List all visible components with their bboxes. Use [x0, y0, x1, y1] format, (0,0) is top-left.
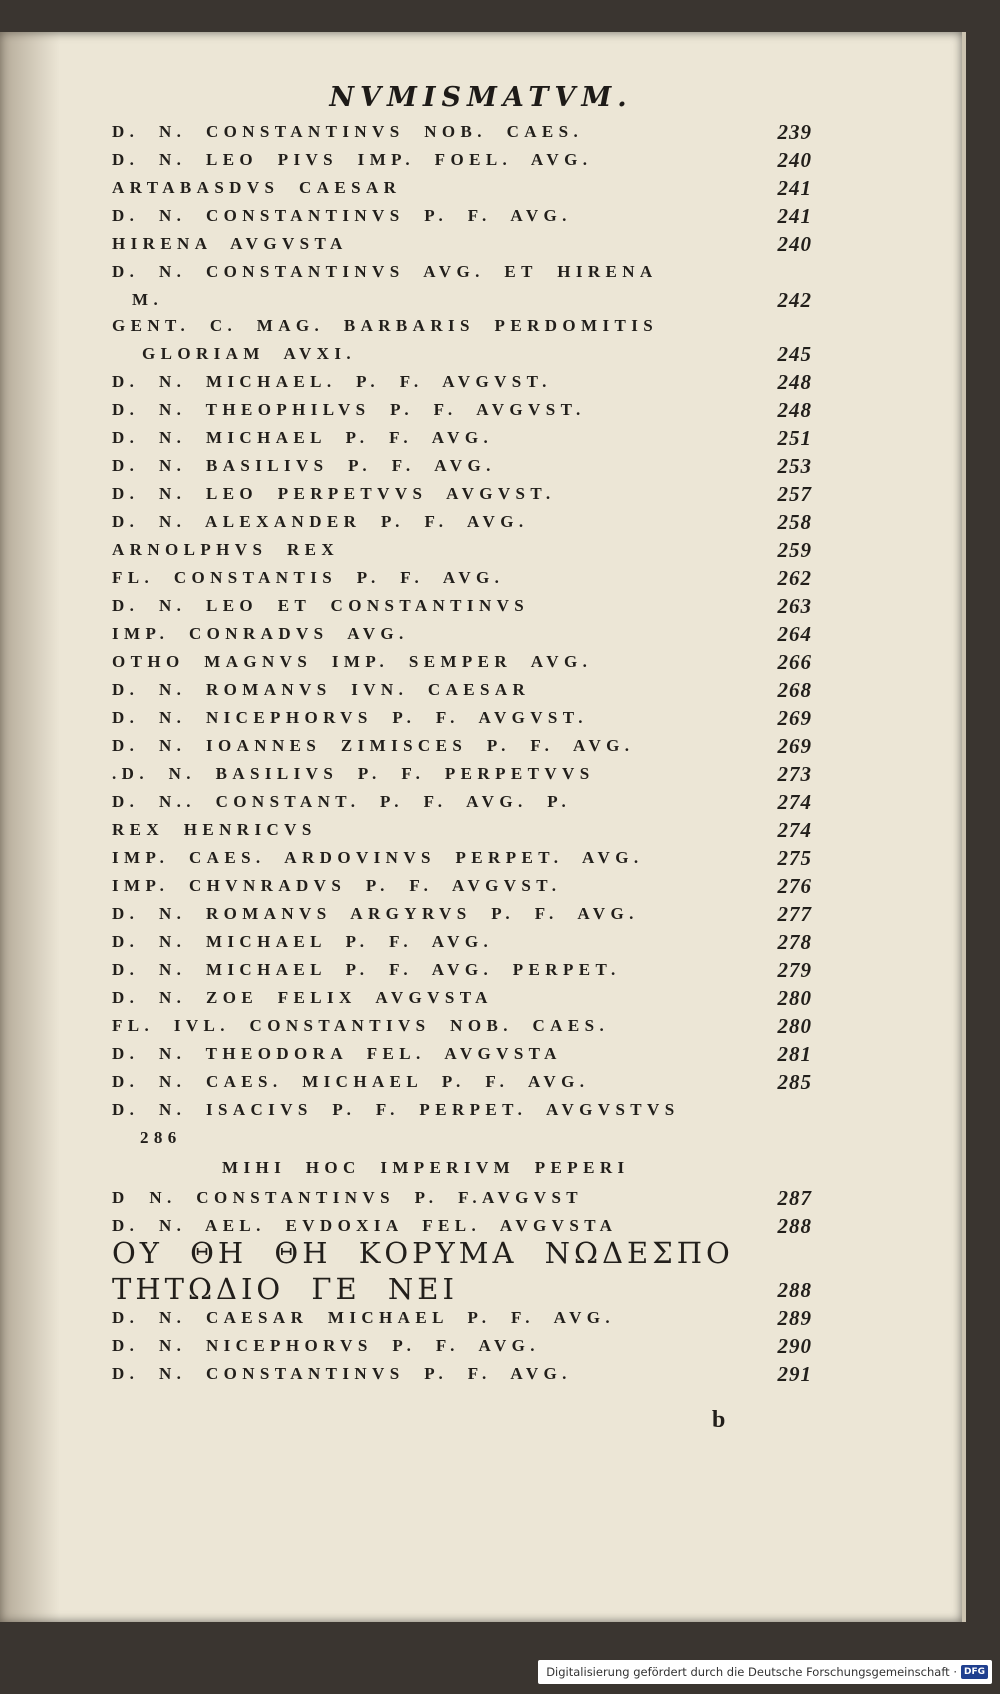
- entry-text: FL. IVL. CONSTANTIVS NOB. CAES.: [112, 1016, 610, 1035]
- index-entry: [112, 1014, 812, 1042]
- entry-page-number: 276: [777, 874, 812, 898]
- entry-text: D. N. NICEPHORVS P. F. AVG.: [112, 1336, 540, 1355]
- entry-page-number: 274: [777, 818, 812, 842]
- entry-text: D. N.. CONSTANT. P. F. AVG. P.: [112, 792, 572, 811]
- entry-page-number: 257: [777, 482, 812, 506]
- index-entry: [112, 958, 812, 986]
- index-entry: [112, 510, 812, 538]
- index-entry: [112, 1126, 812, 1154]
- index-entry: [112, 1042, 812, 1070]
- entry-page-number: 275: [777, 846, 812, 870]
- entry-text: D. N. MICHAEL P. F. AVG.: [112, 932, 494, 951]
- entry-text: D. N. LEO PIVS IMP. FOEL. AVG.: [112, 150, 593, 169]
- index-entry: [112, 622, 812, 650]
- entry-page-number: 269: [777, 706, 812, 730]
- index-entry: [112, 790, 812, 818]
- entry-text: 286: [140, 1128, 182, 1147]
- entry-text: ΤΗΤΩΔΙΟ ΓΕ ΝΕΙ: [112, 1272, 458, 1306]
- entry-text: HIRENA AVGVSTA: [112, 234, 348, 253]
- index-entry: [112, 1362, 812, 1390]
- entry-text: D. N. ROMANVS ARGYRVS P. F. AVG.: [112, 904, 639, 923]
- index-entry: [112, 818, 812, 846]
- entry-text: .D. N. BASILIVS P. F. PERPETVVS: [112, 764, 595, 783]
- index-entry: [112, 846, 812, 874]
- entry-page-number: 278: [777, 930, 812, 954]
- entry-text: D. N. MICHAEL P. F. AVG.: [112, 428, 494, 447]
- index-entry: [112, 204, 812, 232]
- entry-text: D. N. LEO PERPETVVS AVGVST.: [112, 484, 556, 503]
- entry-text: D. N. CAESAR MICHAEL P. F. AVG.: [112, 1308, 616, 1327]
- entry-text: D. N. ISACIVS P. F. PERPET. AVGVSTVS: [112, 1100, 680, 1119]
- index-entry: [112, 1156, 812, 1184]
- entry-page-number: 239: [777, 120, 812, 144]
- entry-page-number: 269: [777, 734, 812, 758]
- entry-page-number: 288: [777, 1278, 812, 1302]
- dfg-footer: [538, 1660, 992, 1684]
- entry-text: REX HENRICVS: [112, 820, 317, 839]
- entry-page-number: 288: [777, 1214, 812, 1238]
- entry-text: D. N. ALEXANDER P. F. AVG.: [112, 512, 529, 531]
- entry-text: D. N. MICHAEL. P. F. AVGVST.: [112, 372, 552, 391]
- entry-page-number: 245: [777, 342, 812, 366]
- index-entry: [112, 706, 812, 734]
- entry-text: D. N. ZOE FELIX AVGVSTA: [112, 988, 493, 1007]
- entry-text: GLORIAM AVXI.: [142, 344, 357, 363]
- index-entry: [112, 930, 812, 958]
- entry-text: IMP. CAES. ARDOVINVS PERPET. AVG.: [112, 848, 644, 867]
- entry-text: IMP. CHVNRADVS P. F. AVGVST.: [112, 876, 562, 895]
- entry-page-number: 240: [777, 232, 812, 256]
- index-entry: [112, 1306, 812, 1334]
- entry-text: D. N. ROMANVS IVN. CAESAR: [112, 680, 531, 699]
- footer-credit: Digitalisierung gefördert durch die Deutsche Forschungsgemeinschaft ·: [546, 1665, 957, 1679]
- index-entry: [112, 566, 812, 594]
- entry-text: D. N. CONSTANTINVS AVG. ET HIRENA: [112, 262, 658, 281]
- entry-page-number: 281: [777, 1042, 812, 1066]
- index-entry: [112, 260, 812, 288]
- entry-page-number: 277: [777, 902, 812, 926]
- entry-page-number: 242: [777, 288, 812, 312]
- entry-page-number: 241: [777, 204, 812, 228]
- entry-page-number: 266: [777, 650, 812, 674]
- index-entry: [112, 874, 812, 902]
- book-page: [0, 32, 966, 1622]
- entry-text: D N. CONSTANTINVS P. F.AVGVST: [112, 1188, 584, 1207]
- index-entry: [112, 120, 812, 148]
- index-entry: [112, 426, 812, 454]
- entry-page-number: 273: [777, 762, 812, 786]
- index-entry: [112, 1098, 812, 1126]
- index-entry: [112, 734, 812, 762]
- index-entry: [112, 288, 812, 316]
- index-entry: [112, 314, 812, 342]
- entry-text: D. N. LEO ET CONSTANTINVS: [112, 596, 530, 615]
- entry-page-number: 248: [777, 370, 812, 394]
- entry-page-number: 285: [777, 1070, 812, 1094]
- entry-page-number: 264: [777, 622, 812, 646]
- running-head: NVMISMATVM.: [329, 82, 633, 113]
- entry-page-number: 287: [777, 1186, 812, 1210]
- entry-page-number: 262: [777, 566, 812, 590]
- index-entry: [112, 232, 812, 260]
- entry-page-number: 280: [777, 986, 812, 1010]
- entry-page-number: 274: [777, 790, 812, 814]
- index-entry: [112, 398, 812, 426]
- index-entry: [112, 148, 812, 176]
- entry-page-number: 248: [777, 398, 812, 422]
- index-entry: [112, 594, 812, 622]
- index-entry: [112, 538, 812, 566]
- index-entry: [112, 986, 812, 1014]
- entry-page-number: 291: [777, 1362, 812, 1386]
- entry-page-number: 259: [777, 538, 812, 562]
- index-entry: [112, 1236, 812, 1270]
- index-entry: [112, 762, 812, 790]
- entry-text: D. N. NICEPHORVS P. F. AVGVST.: [112, 708, 588, 727]
- entry-page-number: 253: [777, 454, 812, 478]
- entry-text: M.: [132, 290, 164, 309]
- index-entry: [112, 902, 812, 930]
- entry-text: FL. CONSTANTIS P. F. AVG.: [112, 568, 505, 587]
- entry-page-number: 268: [777, 678, 812, 702]
- entry-text: GENT. C. MAG. BARBARIS PERDOMITIS: [112, 316, 659, 335]
- dfg-logo-icon: DFG: [961, 1665, 988, 1679]
- index-entry: [112, 482, 812, 510]
- index-entry: [112, 1334, 812, 1362]
- entry-text: MIHI HOC IMPERIVM PEPERI: [222, 1158, 630, 1177]
- signature-mark: b: [712, 1407, 726, 1433]
- entry-text: OTHO MAGNVS IMP. SEMPER AVG.: [112, 652, 593, 671]
- entry-page-number: 240: [777, 148, 812, 172]
- index-entry: [112, 176, 812, 204]
- index-entry: [112, 342, 812, 370]
- entry-page-number: 289: [777, 1306, 812, 1330]
- entry-page-number: 251: [777, 426, 812, 450]
- entry-text: D. N. CONSTANTINVS NOB. CAES.: [112, 122, 584, 141]
- index-entry: [112, 650, 812, 678]
- entry-text: ARNOLPHVS REX: [112, 540, 340, 559]
- entry-text: D. N. MICHAEL P. F. AVG. PERPET.: [112, 960, 621, 979]
- entry-page-number: 258: [777, 510, 812, 534]
- entry-page-number: 279: [777, 958, 812, 982]
- entry-text: D. N. THEOPHILVS P. F. AVGVST.: [112, 400, 586, 419]
- entry-text: D. N. IOANNES ZIMISCES P. F. AVG.: [112, 736, 635, 755]
- entry-text: D. N. CAES. MICHAEL P. F. AVG.: [112, 1072, 590, 1091]
- entry-text: D. N. AEL. EVDOXIA FEL. AVGVSTA: [112, 1216, 618, 1235]
- entry-page-number: 241: [777, 176, 812, 200]
- index-entry: [112, 1186, 812, 1214]
- index-entry: [112, 678, 812, 706]
- entry-text: ΟΥ ΘΗ ΘΗ ΚΟΡΥΜΑ ΝΩΔΕΣΠΟ: [112, 1236, 734, 1270]
- entry-text: D. N. CONSTANTINVS P. F. AVG.: [112, 1364, 572, 1383]
- entry-text: D. N. THEODORA FEL. AVGVSTA: [112, 1044, 562, 1063]
- entry-page-number: 280: [777, 1014, 812, 1038]
- index-entry: [112, 1272, 812, 1306]
- entry-page-number: 263: [777, 594, 812, 618]
- entry-text: ARTABASDVS CAESAR: [112, 178, 402, 197]
- entry-text: IMP. CONRADVS AVG.: [112, 624, 409, 643]
- index-entry: [112, 1070, 812, 1098]
- entry-page-number: 290: [777, 1334, 812, 1358]
- index-entry: [112, 370, 812, 398]
- index-entry: [112, 454, 812, 482]
- entry-text: D. N. CONSTANTINVS P. F. AVG.: [112, 206, 572, 225]
- entry-text: D. N. BASILIVS P. F. AVG.: [112, 456, 496, 475]
